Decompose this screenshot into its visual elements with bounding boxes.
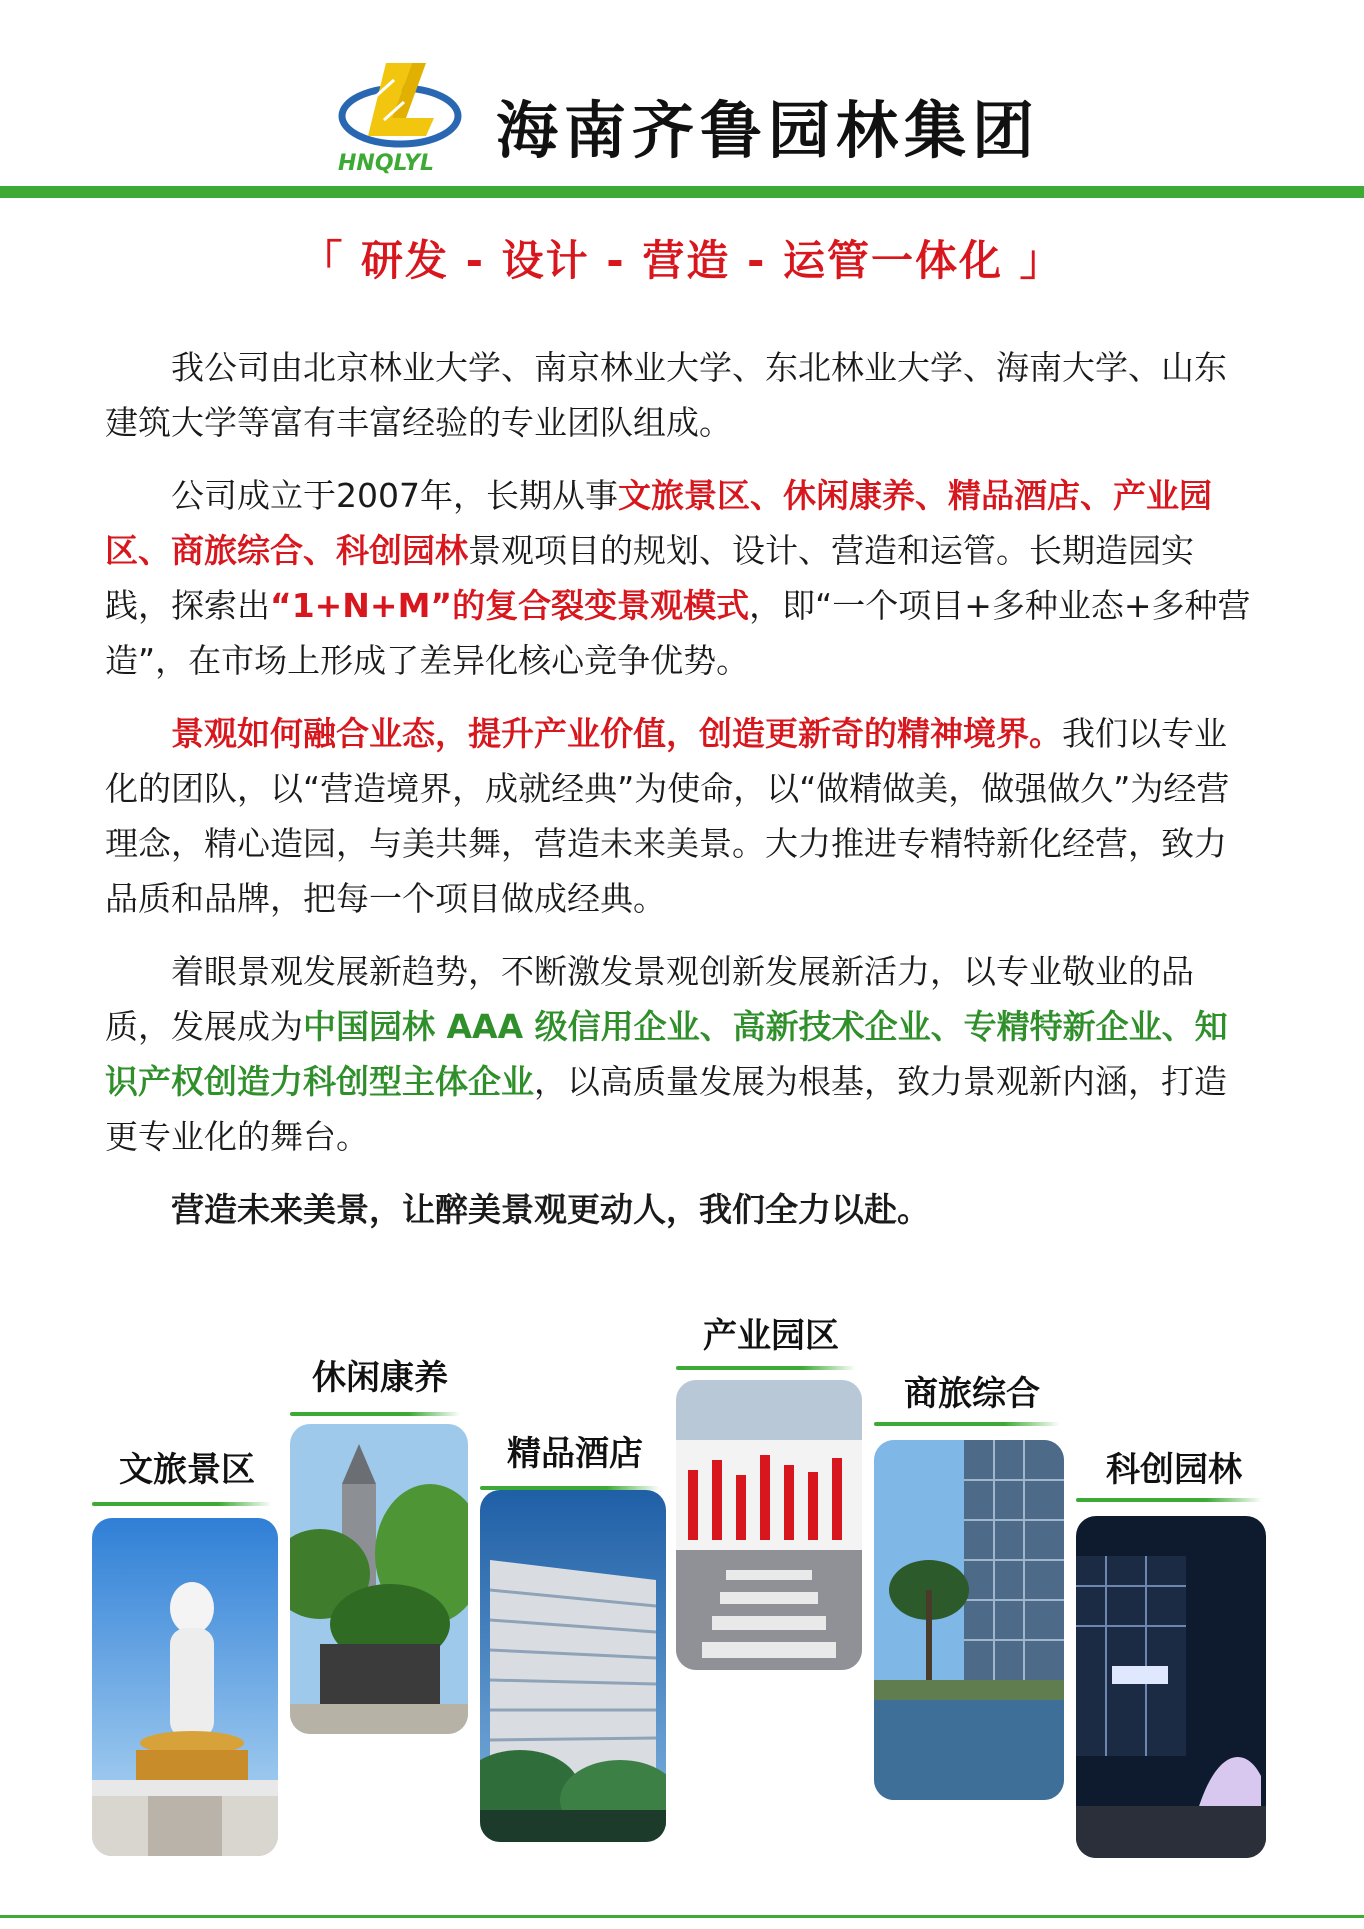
- category-card-cultural-tourism: [92, 1290, 282, 1890]
- category-underline: [676, 1366, 856, 1370]
- category-label: 商旅综合: [904, 1374, 1040, 1414]
- header-divider: [0, 186, 1364, 198]
- logo-text: HNQLYL: [338, 151, 435, 176]
- category-underline: [1076, 1498, 1262, 1502]
- category-photo-commercial-tower: [874, 1440, 1064, 1800]
- company-introduction: [105, 340, 1255, 1255]
- category-card-commercial-tourism: [874, 1290, 1070, 1890]
- paragraph-mission: [105, 706, 1255, 926]
- p4-highlight-honors: 中国园林 AAA 级信用企业、高新技术企业、专精特新企业、知识产权创造力科创型主体企业: [105, 1007, 1228, 1101]
- category-photo-tech-garden-night: [1076, 1516, 1266, 1858]
- footer-divider: [0, 1915, 1364, 1918]
- category-gallery: [0, 1290, 1364, 1890]
- p2-text-b: 景观项目的规划、设计、营造和运管。长期造园实践，探索出: [105, 531, 1194, 625]
- category-label: 科创园林: [1106, 1450, 1242, 1490]
- paragraph-honors: [105, 944, 1255, 1164]
- slogan: 「 研发 - 设计 - 营造 - 运管一体化 」: [300, 236, 1064, 285]
- category-card-tech-garden: [1076, 1290, 1272, 1890]
- category-card-boutique-hotel: [480, 1290, 670, 1890]
- category-underline: [290, 1412, 460, 1416]
- p2-text-c: ，即“一个项目+多种业态+多种营造”，在市场上形成了差异化核心竞争优势。: [105, 586, 1251, 680]
- p4-text-b: ，以高质量发展为根基，致力景观新内涵，打造更专业化的舞台。: [105, 1062, 1227, 1156]
- p4-text-a: 着眼景观发展新趋势，不断激发景观创新发展新活力，以专业敬业的品质，发展成为: [105, 952, 1194, 1046]
- category-photo-hotel-building: [480, 1490, 666, 1842]
- paragraph-founding-team: 我公司由北京林业大学、南京林业大学、东北林业大学、海南大学、山东建筑大学等富有丰富经验的专业团队组成。: [105, 348, 1227, 442]
- category-card-industrial-park: [676, 1290, 866, 1890]
- category-photo-guanyin-statue: [92, 1518, 278, 1856]
- paragraph-business-scope: [105, 468, 1255, 688]
- category-label: 精品酒店: [507, 1434, 643, 1474]
- p2-text-a: 公司成立于2007年，长期从事: [171, 476, 618, 515]
- category-underline: [92, 1502, 272, 1506]
- p2-highlight-model: “1+N+M”的复合裂变景观模式: [270, 586, 750, 625]
- category-photo-castle-garden: [290, 1424, 468, 1734]
- p3-highlight: 景观如何融合业态，提升产业价值，创造更新奇的精神境界。: [171, 714, 1062, 753]
- category-label: 文旅景区: [119, 1450, 255, 1490]
- p2-highlight-sectors: 文旅景区、休闲康养、精品酒店、产业园区、商旅综合、科创园林: [105, 476, 1212, 570]
- category-underline: [874, 1422, 1060, 1426]
- category-photo-industrial-park: [676, 1380, 862, 1670]
- company-name: 海南齐鲁园林集团: [496, 94, 1041, 167]
- header: [0, 0, 1364, 190]
- company-logo: [334, 58, 466, 178]
- paragraph-closing: 营造未来美景，让醉美景观更动人，我们全力以赴。: [171, 1190, 930, 1229]
- p3-text: 我们以专业化的团队，以“营造境界，成就经典”为使命，以“做精做美，做强做久”为经营理念，精心造园，与美共舞，营造未来美景。大力推进专精特新化经营，致力品质和品牌，把每一个项目做成经典。: [105, 714, 1230, 918]
- category-label: 休闲康养: [312, 1358, 448, 1398]
- category-label: 产业园区: [703, 1316, 839, 1356]
- category-card-wellness: [290, 1290, 470, 1890]
